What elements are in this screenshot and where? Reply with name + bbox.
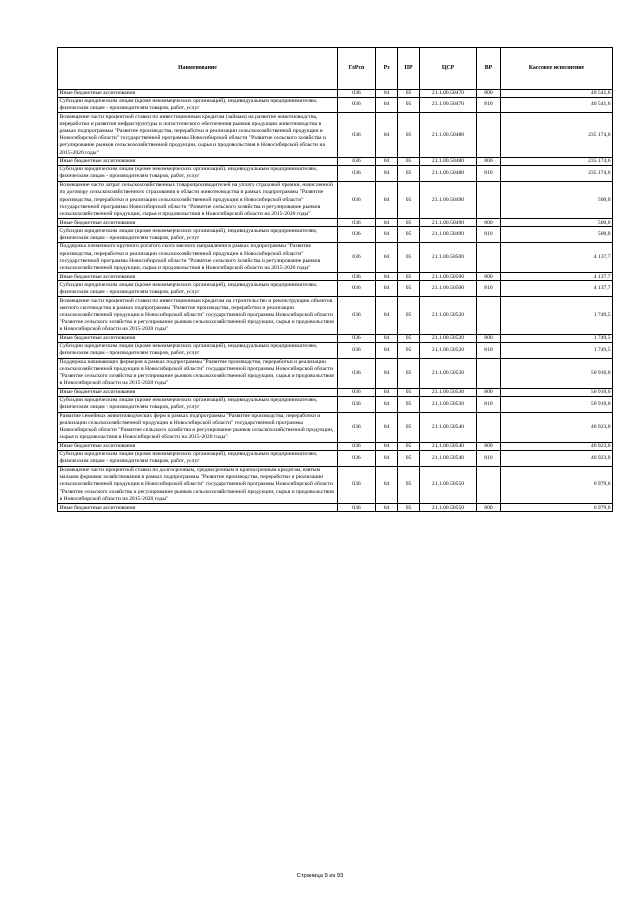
cell-grbs: 036	[338, 442, 376, 450]
header-csr: ЦСР	[420, 48, 477, 90]
table-row	[58, 466, 613, 503]
cell-csr: 21.1.00.50530	[420, 396, 477, 412]
table-row	[58, 113, 613, 158]
cell-vr: 800	[477, 219, 501, 227]
cell-name: Субсидии юридическим лицам (кроме некоммерческих организаций), индивидуальным предпринимателям, физическим лицам - производителям товаров, работ, услуг	[58, 227, 338, 243]
cell-vr	[477, 113, 501, 158]
table-row	[58, 227, 613, 243]
cell-name: Субсидии юридическим лицам (кроме некоммерческих организаций), индивидуальным предпринимателям, физическим лицам - производителям товаров, работ, услуг	[58, 450, 338, 466]
table-row	[58, 158, 613, 166]
table-row	[58, 89, 613, 97]
cell-name: Иные бюджетные ассигнования	[58, 89, 338, 97]
cell-amount: 4 137,7	[501, 281, 613, 297]
cell-rz: 04	[376, 227, 398, 243]
table-row	[58, 243, 613, 273]
cell-vr: 800	[477, 158, 501, 166]
cell-vr: 800	[477, 273, 501, 281]
cell-rz: 04	[376, 281, 398, 297]
cell-rz: 04	[376, 219, 398, 227]
cell-pr: 05	[398, 227, 420, 243]
cell-vr: 800	[477, 334, 501, 342]
cell-csr: 21.1.00.50500	[420, 281, 477, 297]
cell-pr: 05	[398, 412, 420, 442]
cell-csr: 21.1.00.50480	[420, 158, 477, 166]
cell-amount: 235 174,6	[501, 113, 613, 158]
cell-grbs: 036	[338, 334, 376, 342]
cell-csr: 21.1.00.50540	[420, 412, 477, 442]
header-name: Наименование	[58, 48, 338, 90]
cell-pr: 05	[398, 396, 420, 412]
cell-pr: 05	[398, 442, 420, 450]
cell-grbs: 036	[338, 342, 376, 358]
cell-grbs: 036	[338, 466, 376, 503]
cell-name: Субсидии юридическим лицам (кроме некоммерческих организаций), индивидуальным предпринимателям, физическим лицам - производителям товаров, работ, услуг	[58, 97, 338, 113]
cell-amount: 40 541,6	[501, 97, 613, 113]
cell-name: Развитие семейных животноводческих ферм в рамках подпрограммы "Развитие производства, переработки и реализации сельскохозяйственной продукции в Новосибирской области" государственной программы Новосибирской области "Развитие сельского хозяйства и регулирование рынков сельскохозяйственной продукции, сырья и продовольствия в Новосибирской области на 2015-2020 годы"	[58, 412, 338, 442]
header-rz: Рз	[376, 48, 398, 90]
cell-vr: 810	[477, 396, 501, 412]
cell-vr	[477, 181, 501, 218]
cell-name: Иные бюджетные ассигнования	[58, 273, 338, 281]
table-row	[58, 273, 613, 281]
cell-name: Иные бюджетные ассигнования	[58, 334, 338, 342]
table-row	[58, 97, 613, 113]
cell-pr: 05	[398, 504, 420, 512]
cell-pr: 05	[398, 342, 420, 358]
cell-amount: 4 137,7	[501, 273, 613, 281]
cell-amount: 500,0	[501, 219, 613, 227]
cell-vr: 810	[477, 166, 501, 182]
cell-csr: 21.1.00.50520	[420, 342, 477, 358]
cell-amount: 50 910,0	[501, 358, 613, 388]
cell-grbs: 036	[338, 358, 376, 388]
cell-amount: 6 979,6	[501, 504, 613, 512]
cell-amount: 46 923,0	[501, 412, 613, 442]
header-grbs: ГлРсп	[338, 48, 376, 90]
cell-grbs: 036	[338, 227, 376, 243]
cell-pr: 05	[398, 166, 420, 182]
cell-pr: 05	[398, 273, 420, 281]
budget-table	[57, 47, 613, 512]
cell-vr	[477, 243, 501, 273]
cell-rz: 04	[376, 181, 398, 218]
cell-rz: 04	[376, 450, 398, 466]
table-row	[58, 442, 613, 450]
cell-grbs: 036	[338, 396, 376, 412]
cell-pr: 05	[398, 181, 420, 218]
cell-csr: 21.1.00.50470	[420, 97, 477, 113]
cell-rz: 04	[376, 358, 398, 388]
cell-name: Субсидии юридическим лицам (кроме некоммерческих организаций), индивидуальным предпринимателям, физическим лицам - производителям товаров, работ, услуг	[58, 166, 338, 182]
cell-csr: 21.1.00.50500	[420, 273, 477, 281]
cell-grbs: 036	[338, 297, 376, 334]
table-row	[58, 166, 613, 182]
table-row	[58, 358, 613, 388]
cell-amount: 46 923,0	[501, 442, 613, 450]
header-pr: ПР	[398, 48, 420, 90]
cell-vr: 800	[477, 442, 501, 450]
cell-amount: 40 541,6	[501, 89, 613, 97]
cell-rz: 04	[376, 466, 398, 503]
cell-name: Возмещение части процентной ставки по долгосрочным, среднесрочным и краткосрочным кредитам, взятым малыми формами хозяйствования в рамках подпрограммы "Развитие производства, переработки и реализации сельскохозяйственной продукции в Новосибирской области" государственной программы Новосибирской области "Развитие сельского хозяйства и регулирование рынков сельскохозяйственной продукции, сырья и продовольствия в Новосибирской области на 2015-2020 годы"	[58, 466, 338, 503]
cell-csr: 21.1.00.50520	[420, 297, 477, 334]
table-row	[58, 281, 613, 297]
table-row	[58, 181, 613, 218]
cell-rz: 04	[376, 97, 398, 113]
cell-grbs: 036	[338, 166, 376, 182]
cell-name: Возмещение части затрат сельскохозяйственных товаропроизводителей на уплату страховой премии, начисленной по договору сельскохозяйственного страхования в области животноводства в рамках подпрограммы "Развитие производства, переработки и реализации сельскохозяйственной продукции в Новосибирской области" государственной программы Новосибирской области "Развитие сельского хозяйства и регулирование рынков сельскохозяйственной продукции, сырья и продовольствия в Новосибирской области на 2015-2020 годы"	[58, 181, 338, 218]
cell-pr: 05	[398, 334, 420, 342]
cell-vr: 800	[477, 504, 501, 512]
cell-csr: 21.1.00.50520	[420, 334, 477, 342]
cell-grbs: 036	[338, 219, 376, 227]
table-row	[58, 342, 613, 358]
cell-pr: 05	[398, 466, 420, 503]
cell-rz: 04	[376, 158, 398, 166]
cell-grbs: 036	[338, 243, 376, 273]
cell-grbs: 036	[338, 412, 376, 442]
cell-amount: 50 910,0	[501, 396, 613, 412]
header-amount: Кассовое исполнение	[501, 48, 613, 90]
cell-vr: 800	[477, 388, 501, 396]
cell-grbs: 036	[338, 97, 376, 113]
cell-csr: 21.1.00.50550	[420, 466, 477, 503]
cell-rz: 04	[376, 113, 398, 158]
cell-csr: 21.1.00.50480	[420, 113, 477, 158]
cell-vr: 800	[477, 89, 501, 97]
cell-name: Иные бюджетные ассигнования	[58, 504, 338, 512]
cell-rz: 04	[376, 334, 398, 342]
cell-pr: 05	[398, 297, 420, 334]
document-page	[57, 47, 612, 512]
cell-csr: 21.1.00.50530	[420, 388, 477, 396]
cell-pr: 05	[398, 89, 420, 97]
table-row	[58, 396, 613, 412]
cell-rz: 04	[376, 89, 398, 97]
cell-amount: 6 979,6	[501, 466, 613, 503]
cell-grbs: 036	[338, 113, 376, 158]
cell-grbs: 036	[338, 450, 376, 466]
cell-name: Субсидии юридическим лицам (кроме некоммерческих организаций), индивидуальным предпринимателям, физическим лицам - производителям товаров, работ, услуг	[58, 342, 338, 358]
cell-grbs: 036	[338, 281, 376, 297]
cell-name: Поддержка начинающих фермеров в рамках подпрограммы "Развитие производства, переработки и реализации сельскохозяйственной продукции в Новосибирской области" государственной программы Новосибирской области "Развитие сельского хозяйства и регулирование рынков сельскохозяйственной продукции, сырья и продовольствия в Новосибирской области на 2015-2020 годы"	[58, 358, 338, 388]
page-number: Страница 9 из 93	[296, 873, 344, 879]
cell-csr: 21.1.00.50550	[420, 504, 477, 512]
cell-grbs: 036	[338, 504, 376, 512]
cell-rz: 04	[376, 243, 398, 273]
cell-pr: 05	[398, 243, 420, 273]
cell-grbs: 036	[338, 388, 376, 396]
header-vr: ВР	[477, 48, 501, 90]
cell-name: Поддержка племенного крупного рогатого скота мясного направления в рамках подпрограммы "Развитие производства, переработки и реализации сельскохозяйственной продукции в Новосибирской области" государственной программы Новосибирской области "Развитие сельского хозяйства и регулирование рынков сельскохозяйственной продукции, сырья и продовольствия в Новосибирской области на 2015-2020 годы"	[58, 243, 338, 273]
cell-csr: 21.1.00.50490	[420, 181, 477, 218]
cell-amount: 50 910,0	[501, 388, 613, 396]
cell-pr: 05	[398, 281, 420, 297]
cell-name: Иные бюджетные ассигнования	[58, 388, 338, 396]
cell-vr	[477, 412, 501, 442]
cell-pr: 05	[398, 158, 420, 166]
cell-rz: 04	[376, 396, 398, 412]
cell-name: Иные бюджетные ассигнования	[58, 219, 338, 227]
cell-name: Иные бюджетные ассигнования	[58, 442, 338, 450]
cell-csr: 21.1.00.50540	[420, 442, 477, 450]
cell-csr: 21.1.00.50500	[420, 243, 477, 273]
table-body	[58, 89, 613, 512]
table-header-row	[58, 48, 613, 90]
table-row	[58, 504, 613, 512]
cell-csr: 21.1.00.50490	[420, 227, 477, 243]
cell-rz: 04	[376, 412, 398, 442]
cell-csr: 21.1.00.50540	[420, 450, 477, 466]
cell-name: Возмещение части процентной ставки по инвестиционным кредитам (займам) на развитие животноводства, переработки и развития инфраструктуры и логистического обеспечения рынков продукции животноводства в рамках подпрограммы "Развитие производства, переработки и реализации сельскохозяйственной продукции в Новосибирской области" государственной программы Новосибирской области "Развитие сельского хозяйства и регулирование рынков сельскохозяйственной продукции, сырья и продовольствия в Новосибирской области на 2015-2020 годы"	[58, 113, 338, 158]
cell-amount: 500,0	[501, 227, 613, 243]
cell-amount: 1 749,5	[501, 334, 613, 342]
cell-vr	[477, 466, 501, 503]
cell-vr: 810	[477, 227, 501, 243]
cell-rz: 04	[376, 388, 398, 396]
table-row	[58, 297, 613, 334]
cell-rz: 04	[376, 504, 398, 512]
cell-name: Субсидии юридическим лицам (кроме некоммерческих организаций), индивидуальным предпринимателям, физическим лицам - производителям товаров, работ, услуг	[58, 396, 338, 412]
table-row	[58, 388, 613, 396]
cell-name: Возмещение части процентной ставки по инвестиционным кредитам на строительство и реконструкцию объектов мясного скотоводства в рамках подпрограммы "Развитие производства, переработки и реализации сельскохозяйственной продукции в Новосибирской области" государственной программы Новосибирской области "Развитие сельского хозяйства и регулирование рынков сельскохозяйственной продукции, сырья и продовольствия в Новосибирской области на 2015-2020 годы"	[58, 297, 338, 334]
cell-vr	[477, 297, 501, 334]
cell-amount: 1 749,5	[501, 342, 613, 358]
cell-amount: 4 137,7	[501, 243, 613, 273]
cell-rz: 04	[376, 166, 398, 182]
cell-amount: 235 174,6	[501, 166, 613, 182]
cell-vr: 810	[477, 342, 501, 358]
cell-pr: 05	[398, 450, 420, 466]
table-row	[58, 219, 613, 227]
cell-csr: 21.1.00.50490	[420, 219, 477, 227]
cell-amount: 1 749,5	[501, 297, 613, 334]
cell-vr: 810	[477, 281, 501, 297]
cell-rz: 04	[376, 342, 398, 358]
cell-amount: 46 923,0	[501, 450, 613, 466]
cell-grbs: 036	[338, 181, 376, 218]
cell-pr: 05	[398, 113, 420, 158]
cell-rz: 04	[376, 297, 398, 334]
cell-vr: 810	[477, 97, 501, 113]
table-row	[58, 412, 613, 442]
cell-amount: 235 174,6	[501, 158, 613, 166]
cell-grbs: 036	[338, 89, 376, 97]
cell-csr: 21.1.00.50530	[420, 358, 477, 388]
cell-pr: 05	[398, 358, 420, 388]
cell-csr: 21.1.00.50480	[420, 166, 477, 182]
table-row	[58, 334, 613, 342]
cell-grbs: 036	[338, 273, 376, 281]
cell-amount: 500,0	[501, 181, 613, 218]
cell-pr: 05	[398, 97, 420, 113]
cell-pr: 05	[398, 219, 420, 227]
cell-grbs: 036	[338, 158, 376, 166]
cell-vr: 810	[477, 450, 501, 466]
cell-name: Иные бюджетные ассигнования	[58, 158, 338, 166]
cell-rz: 04	[376, 273, 398, 281]
cell-csr: 21.1.00.50470	[420, 89, 477, 97]
cell-rz: 04	[376, 442, 398, 450]
cell-name: Субсидии юридическим лицам (кроме некоммерческих организаций), индивидуальным предпринимателям, физическим лицам - производителям товаров, работ, услуг	[58, 281, 338, 297]
cell-vr	[477, 358, 501, 388]
table-row	[58, 450, 613, 466]
cell-pr: 05	[398, 388, 420, 396]
